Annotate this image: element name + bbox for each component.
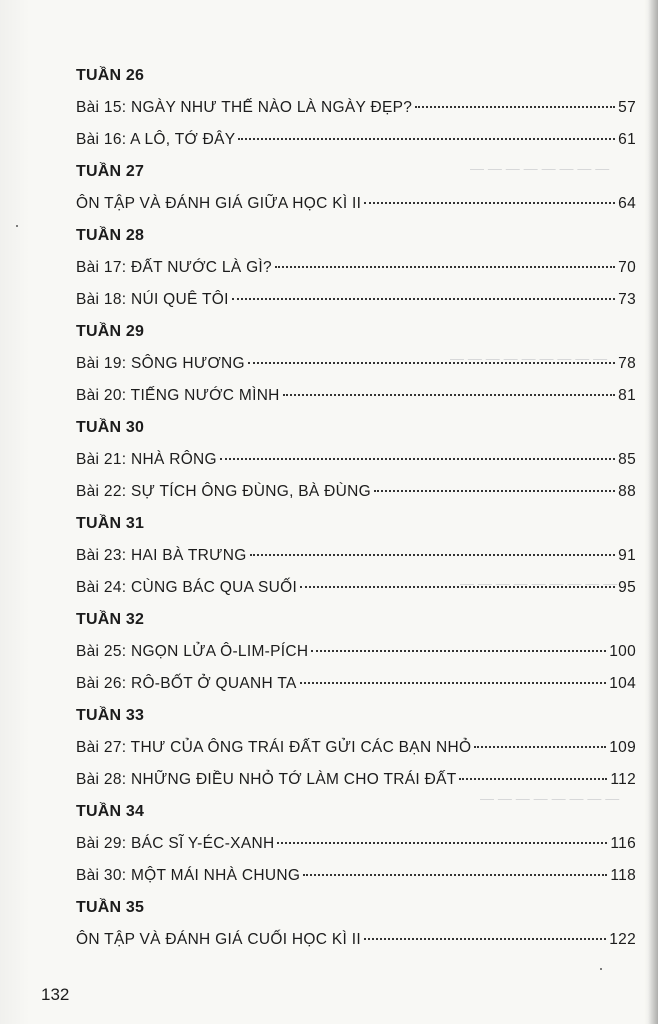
entry-title: Bài 22: SỰ TÍCH ÔNG ĐÙNG, BÀ ĐÙNG bbox=[76, 483, 372, 500]
entry-page-number: 91 bbox=[618, 547, 636, 564]
dot-leader bbox=[364, 938, 606, 940]
week-heading: TUẦN 26 bbox=[76, 67, 145, 84]
dot-leader bbox=[459, 778, 607, 780]
entry-page-number: 85 bbox=[618, 451, 636, 468]
page-number: 132 bbox=[41, 985, 70, 1004]
toc-entry bbox=[76, 636, 636, 668]
toc-entry bbox=[76, 860, 636, 892]
entry-page-number: 78 bbox=[618, 355, 636, 372]
entry-page-number: 118 bbox=[610, 867, 636, 884]
week-heading: TUẦN 33 bbox=[76, 707, 145, 724]
entry-page-number: 109 bbox=[609, 739, 636, 756]
paper-speck bbox=[16, 225, 18, 227]
toc-entry bbox=[76, 540, 636, 572]
dot-leader bbox=[303, 874, 607, 876]
toc-entry bbox=[76, 572, 636, 604]
entry-page-number: 95 bbox=[618, 579, 636, 596]
dot-leader bbox=[374, 490, 615, 492]
dot-leader bbox=[311, 650, 606, 652]
entry-page-number: 112 bbox=[610, 771, 636, 788]
toc-entry bbox=[76, 124, 636, 156]
table-of-contents bbox=[76, 60, 636, 956]
dot-leader bbox=[275, 266, 615, 268]
toc-entry bbox=[76, 668, 636, 700]
dot-leader bbox=[250, 554, 616, 556]
show-through-mark: — — — — — — — — bbox=[480, 790, 620, 806]
dot-leader bbox=[300, 682, 607, 684]
week-heading: TUẦN 32 bbox=[76, 611, 145, 628]
dot-leader bbox=[238, 138, 615, 140]
entry-title: Bài 19: SÔNG HƯƠNG bbox=[76, 355, 245, 372]
dot-leader bbox=[474, 746, 606, 748]
entry-page-number: 116 bbox=[610, 835, 636, 852]
entry-title: Bài 20: TIẾNG NƯỚC MÌNH bbox=[76, 387, 280, 404]
entry-page-number: 104 bbox=[609, 675, 636, 692]
entry-title: Bài 25: NGỌN LỬA Ô-LIM-PÍCH bbox=[76, 643, 309, 660]
entry-page-number: 88 bbox=[618, 483, 636, 500]
show-through-mark: — — — — — — — — — bbox=[460, 575, 618, 591]
week-heading: TUẦN 29 bbox=[76, 323, 145, 340]
week-heading: TUẦN 30 bbox=[76, 419, 145, 436]
entry-title: Bài 24: CÙNG BÁC QUA SUỐI bbox=[76, 579, 298, 596]
entry-title: Bài 21: NHÀ RÔNG bbox=[76, 451, 217, 468]
entry-title: Bài 29: BÁC SĨ Y-ÉC-XANH bbox=[76, 835, 275, 852]
entry-page-number: 70 bbox=[618, 259, 636, 276]
entry-title: Bài 15: NGÀY NHƯ THẾ NÀO LÀ NGÀY ĐẸP? bbox=[76, 99, 413, 116]
week-heading: TUẦN 34 bbox=[76, 803, 145, 820]
entry-page-number: 100 bbox=[609, 643, 636, 660]
toc-entry bbox=[76, 380, 636, 412]
entry-title: ÔN TẬP VÀ ĐÁNH GIÁ CUỐI HỌC KÌ II bbox=[76, 931, 361, 948]
entry-title: Bài 30: MỘT MÁI NHÀ CHUNG bbox=[76, 867, 301, 884]
dot-leader bbox=[300, 586, 615, 588]
entry-title: Bài 26: RÔ-BỐT Ở QUANH TA bbox=[76, 675, 297, 692]
dot-leader bbox=[277, 842, 607, 844]
dot-leader bbox=[232, 298, 615, 300]
dot-leader bbox=[283, 394, 615, 396]
toc-entry bbox=[76, 284, 636, 316]
toc-entry bbox=[76, 252, 636, 284]
toc-entry bbox=[76, 92, 636, 124]
entry-page-number: 64 bbox=[618, 195, 636, 212]
toc-entry bbox=[76, 924, 636, 956]
toc-entry bbox=[76, 764, 636, 796]
entry-title: Bài 28: NHỮNG ĐIỀU NHỎ TỚ LÀM CHO TRÁI ĐẤT bbox=[76, 771, 457, 788]
toc-entry bbox=[76, 828, 636, 860]
page-edge-shadow bbox=[648, 0, 658, 1024]
entry-title: Bài 16: A LÔ, TỚ ĐÂY bbox=[76, 131, 236, 148]
toc-entry bbox=[76, 444, 636, 476]
week-heading: TUẦN 31 bbox=[76, 515, 145, 532]
dot-leader bbox=[248, 362, 615, 364]
entry-page-number: 57 bbox=[618, 99, 636, 116]
toc-entry bbox=[76, 476, 636, 508]
entry-title: Bài 23: HAI BÀ TRƯNG bbox=[76, 547, 247, 564]
week-heading: TUẦN 28 bbox=[76, 227, 145, 244]
entry-page-number: 61 bbox=[618, 131, 636, 148]
show-through-mark: — — — — — — — — — bbox=[450, 350, 608, 366]
entry-title: Bài 17: ĐẤT NƯỚC LÀ GÌ? bbox=[76, 259, 272, 276]
toc-entry bbox=[76, 348, 636, 380]
toc-entry bbox=[76, 732, 636, 764]
toc-entry bbox=[76, 188, 636, 220]
dot-leader bbox=[415, 106, 615, 108]
show-through-mark: — — — — — — — — bbox=[470, 160, 610, 176]
paper-speck bbox=[600, 968, 602, 970]
dot-leader bbox=[364, 202, 615, 204]
entry-page-number: 81 bbox=[618, 387, 636, 404]
entry-title: Bài 27: THƯ CỦA ÔNG TRÁI ĐẤT GỬI CÁC BẠN NHỎ bbox=[76, 739, 472, 756]
entry-title: Bài 18: NÚI QUÊ TÔI bbox=[76, 291, 229, 308]
entry-page-number: 73 bbox=[618, 291, 636, 308]
week-heading: TUẦN 35 bbox=[76, 899, 145, 916]
dot-leader bbox=[220, 458, 615, 460]
entry-title: ÔN TẬP VÀ ĐÁNH GIÁ GIỮA HỌC KÌ II bbox=[76, 195, 362, 212]
week-heading: TUẦN 27 bbox=[76, 163, 145, 180]
entry-page-number: 122 bbox=[609, 931, 636, 948]
